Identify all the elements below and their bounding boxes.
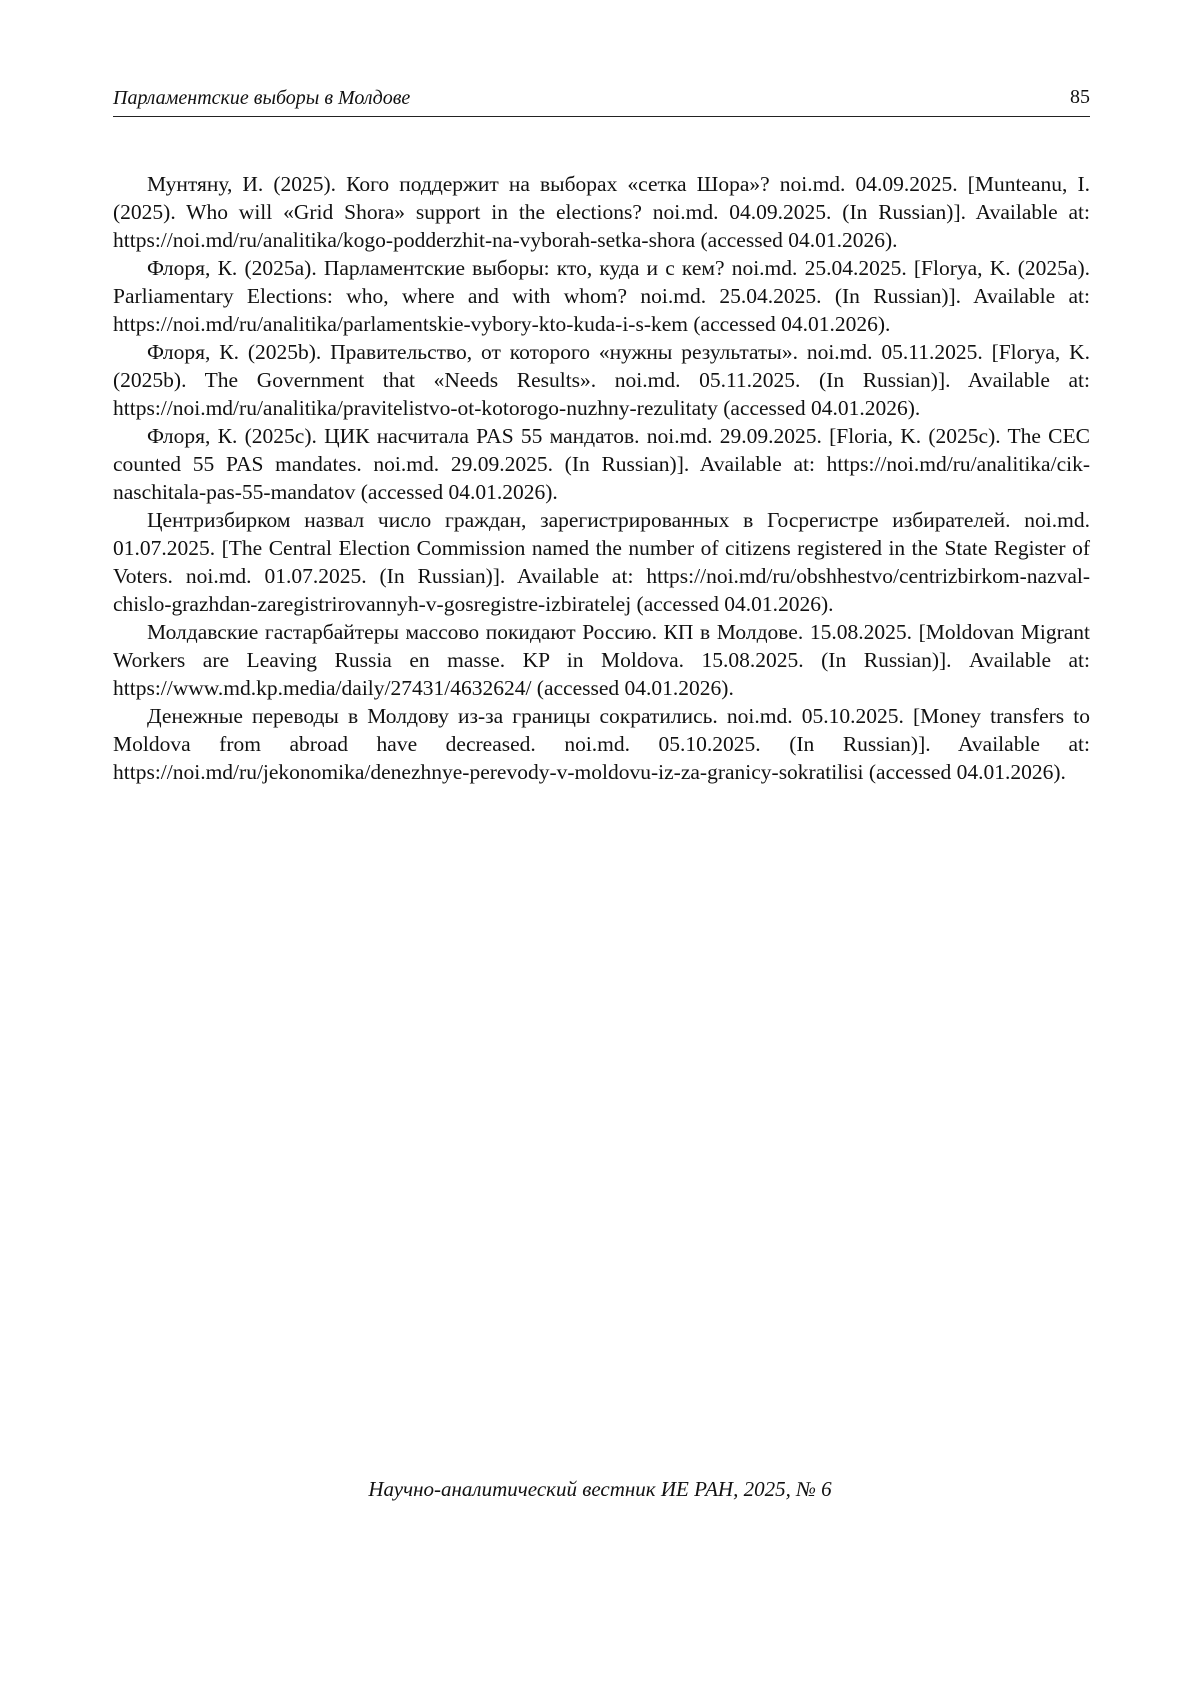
reference-entry-moldavskie-gastarbaitery: Молдавские гастарбайтеры массово покидают Россию. КП в Молдове. 15.08.2025. [Moldovan Migrant Workers are Leaving Russia en masse. KP in Moldova. 15.08.2025. (In Russian)]. Available at: https://www.md.kp.media/daily/27431/4632624/ (accessed 04.01.2026). — [113, 620, 1090, 700]
reference-entry-florya-2025b: Флоря, К. (2025b). Правительство, от которого «нужны результаты». noi.md. 05.11.2025. [Florya, K. (2025b). The Government that «Needs Results». noi.md. 05.11.2025. (In Russian)]. Available at: https://noi.md/ru/analitika/pravitelistvo-ot-kotorogo-nuzhny-rezulitaty (accessed 04.01.2026). — [113, 340, 1090, 420]
page-number: 85 — [1070, 86, 1090, 108]
running-header — [113, 82, 1090, 117]
running-header-title: Парламентские выборы в Молдове — [113, 87, 411, 109]
reference-entry-denezhnye-perevody: Денежные переводы в Молдову из-за границы сократились. noi.md. 05.10.2025. [Money transfers to Moldova from abroad have decreased. noi.md. 05.10.2025. (In Russian)]. Available at: https://noi.md/ru/jekonomika/denezhnye-perevody-v-moldovu-iz-za-granicy-sokratilisi (accessed 04.01.2026). — [113, 704, 1090, 784]
reference-entry-florya-2025a: Флоря, К. (2025a). Парламентские выборы: кто, куда и с кем? noi.md. 25.04.2025. [Florya, K. (2025a). Parliamentary Elections: who, where and with whom? noi.md. 25.04.2025. (In Russian)]. Available at: https://noi.md/ru/analitika/parlamentskie-vybory-kto-kuda-i-s-kem (accessed 04.01.2026). — [113, 256, 1090, 336]
reference-list — [113, 170, 1090, 786]
journal-footer: Научно-аналитический вестник ИЕ РАН, 2025, № 6 — [368, 1477, 832, 1501]
reference-entry-florya-2025c: Флоря, К. (2025c). ЦИК насчитала PAS 55 мандатов. noi.md. 29.09.2025. [Floria, K. (2025c). The CEC counted 55 PAS mandates. noi.md. 29.09.2025. (In Russian)]. Available at: https://noi.md/ru/analitika/cik-naschitala-pas-55-mandatov (accessed 04.01.2026). — [113, 424, 1090, 504]
reference-entry-centrizbirkom: Центризбирком назвал число граждан, зарегистрированных в Госрегистре избирателей. noi.md. 01.07.2025. [The Central Election Commission named the number of citizens registered in the State Register of Voters. noi.md. 01.07.2025. (In Russian)]. Available at: https://noi.md/ru/obshhestvo/centrizbirkom-nazval-chislo-grazhdan-zaregistrirovannyh-v-gosregistre-izbiratelej (accessed 04.01.2026). — [113, 508, 1090, 616]
reference-entry-muntyanu-2025: Мунтяну, И. (2025). Кого поддержит на выборах «сетка Шора»? noi.md. 04.09.2025. [Munteanu, I. (2025). Who will «Grid Shora» support in the elections? noi.md. 04.09.2025. (In Russian)]. Available at: https://noi.md/ru/analitika/kogo-podderzhit-na-vyborah-setka-shora (accessed 04.01.2026). — [113, 172, 1090, 252]
